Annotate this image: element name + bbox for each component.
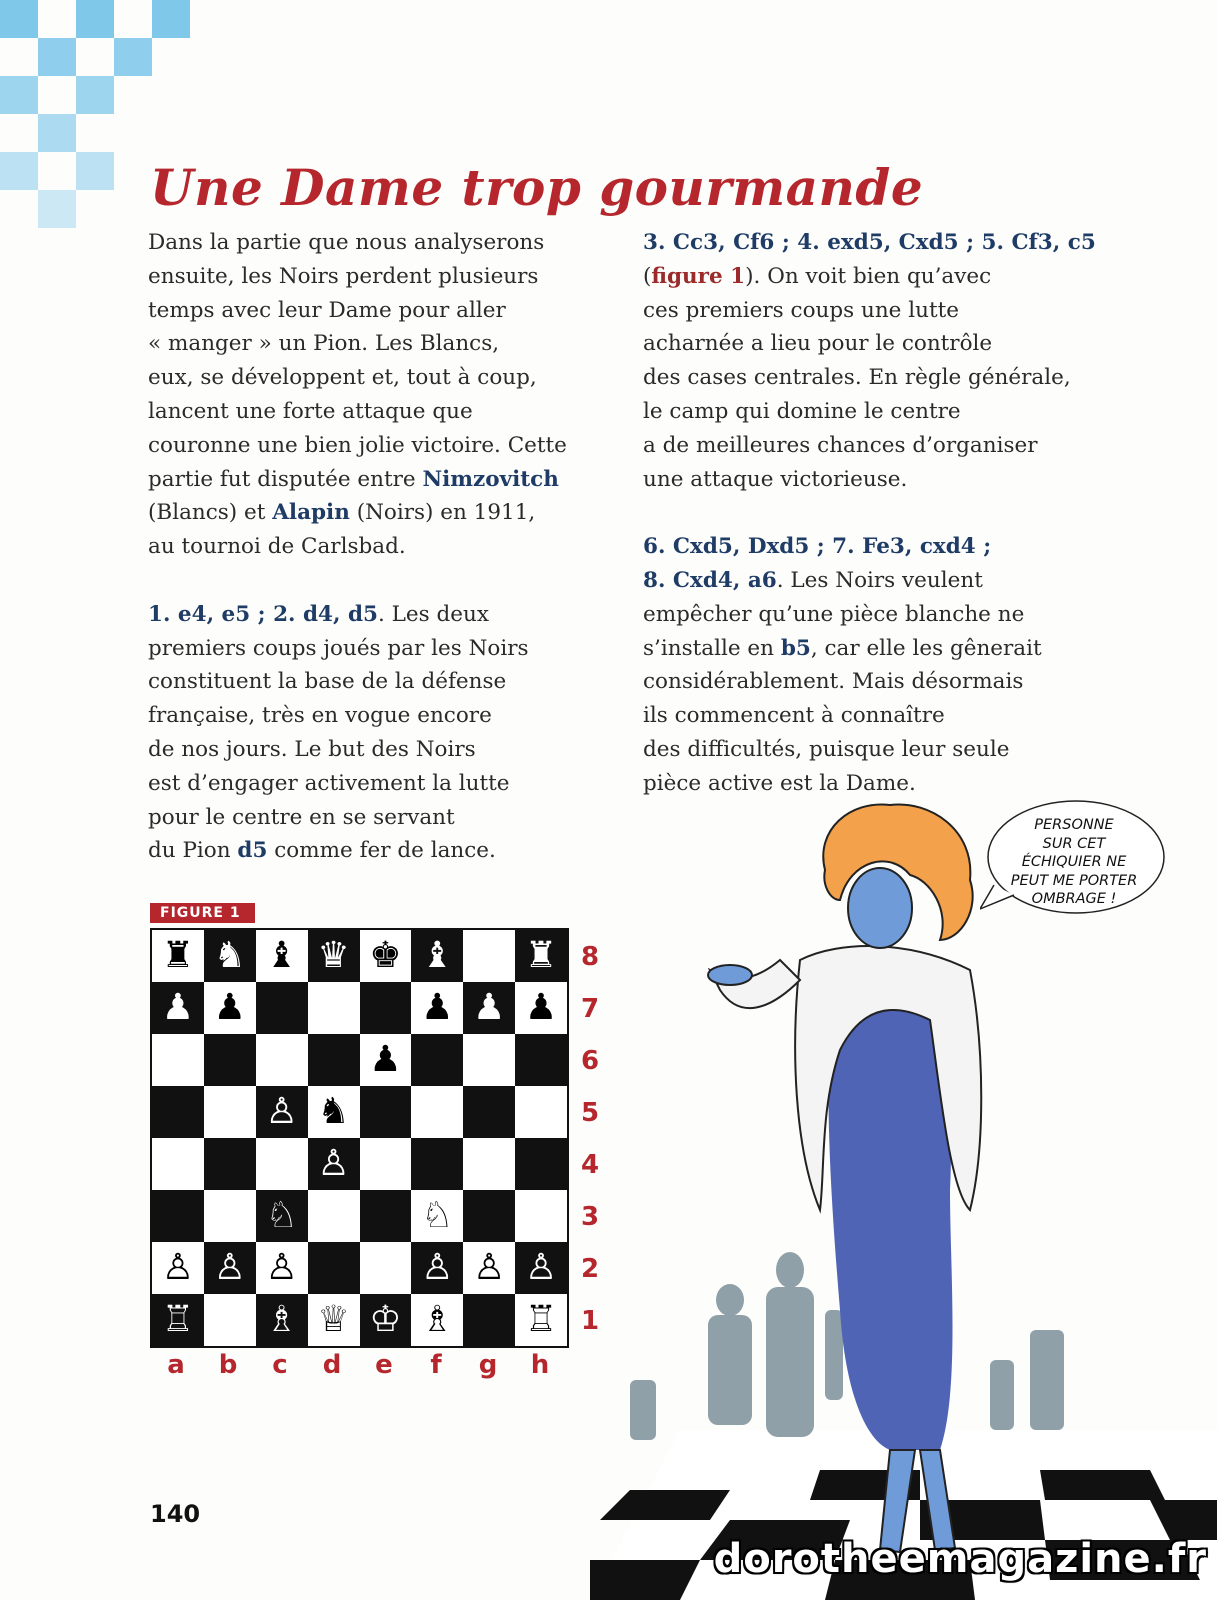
player-name-black: Alapin bbox=[272, 500, 350, 526]
black-knight-icon: ♞ bbox=[317, 1091, 350, 1132]
white-pawn-icon: ♙ bbox=[213, 1247, 246, 1288]
square-ref: b5 bbox=[780, 635, 811, 661]
board-square-e7 bbox=[360, 982, 412, 1034]
white-queen-icon: ♕ bbox=[317, 1299, 350, 1340]
deco-square bbox=[114, 38, 152, 76]
board-square-e6 bbox=[360, 1034, 412, 1086]
white-rook-icon: ♖ bbox=[524, 1299, 558, 1340]
white-bishop-icon: ♗ bbox=[265, 1299, 298, 1340]
board-square-h8 bbox=[515, 930, 567, 982]
board-square-b8 bbox=[204, 930, 256, 982]
rank-label: 4 bbox=[580, 1150, 600, 1180]
white-pawn-icon: ♙ bbox=[161, 1247, 195, 1288]
board-square-f3 bbox=[411, 1190, 463, 1242]
white-pawn-icon: ♙ bbox=[421, 1247, 454, 1288]
board-square-a6 bbox=[152, 1034, 204, 1086]
board-square-g6 bbox=[463, 1034, 515, 1086]
file-label: d bbox=[322, 1350, 342, 1380]
deco-square bbox=[76, 0, 114, 38]
black-pawn-icon: ♟ bbox=[473, 987, 506, 1028]
black-pawn-icon: ♟ bbox=[161, 987, 195, 1028]
white-rook-icon: ♖ bbox=[161, 1299, 195, 1340]
board-square-c6 bbox=[256, 1034, 308, 1086]
deco-square bbox=[0, 0, 38, 38]
black-rook-icon: ♜ bbox=[524, 935, 558, 976]
rank-label: 6 bbox=[580, 1046, 600, 1076]
black-pawn-icon: ♟ bbox=[213, 987, 246, 1028]
board-square-f7 bbox=[411, 982, 463, 1034]
black-queen-icon: ♛ bbox=[317, 935, 350, 976]
board-square-c8 bbox=[256, 930, 308, 982]
board-square-e8 bbox=[360, 930, 412, 982]
white-knight-icon: ♘ bbox=[421, 1195, 454, 1236]
board-square-f5 bbox=[411, 1086, 463, 1138]
deco-square bbox=[76, 152, 114, 190]
file-label: e bbox=[375, 1350, 393, 1380]
board-square-e4 bbox=[360, 1138, 412, 1190]
board-square-g3 bbox=[463, 1190, 515, 1242]
white-pawn-icon: ♙ bbox=[473, 1247, 506, 1288]
board-square-f8 bbox=[411, 930, 463, 982]
board-square-h2 bbox=[515, 1242, 567, 1294]
board-square-f1 bbox=[411, 1294, 463, 1346]
file-label: g bbox=[478, 1350, 498, 1380]
white-knight-icon: ♘ bbox=[265, 1195, 298, 1236]
board-square-h6 bbox=[515, 1034, 567, 1086]
board-square-h4 bbox=[515, 1138, 567, 1190]
board-square-h3 bbox=[515, 1190, 567, 1242]
file-label: a bbox=[167, 1350, 185, 1380]
black-bishop-icon: ♝ bbox=[421, 935, 454, 976]
board-square-a1 bbox=[152, 1294, 204, 1346]
square-ref: d5 bbox=[237, 838, 268, 864]
board-square-g2 bbox=[463, 1242, 515, 1294]
black-pawn-icon: ♟ bbox=[524, 987, 558, 1028]
file-label: b bbox=[218, 1350, 238, 1380]
board-square-g1 bbox=[463, 1294, 515, 1346]
right-column bbox=[643, 226, 1096, 834]
board-square-a3 bbox=[152, 1190, 204, 1242]
deco-square bbox=[38, 38, 76, 76]
board-square-c1 bbox=[256, 1294, 308, 1346]
board-square-d5 bbox=[308, 1086, 360, 1138]
board-square-b6 bbox=[204, 1034, 256, 1086]
left-column bbox=[148, 226, 567, 902]
board-square-d3 bbox=[308, 1190, 360, 1242]
rank-label: 1 bbox=[580, 1306, 600, 1336]
board-square-g7 bbox=[463, 982, 515, 1034]
board-square-b7 bbox=[204, 982, 256, 1034]
board-square-b4 bbox=[204, 1138, 256, 1190]
deco-square bbox=[76, 76, 114, 114]
speech-bubble-text: PERSONNE SUR CET ÉCHIQUIER NE PEUT ME PORTER OMBRAGE ! bbox=[1010, 817, 1138, 907]
player-name-white: Nimzovitch bbox=[422, 466, 559, 492]
board-square-d1 bbox=[308, 1294, 360, 1346]
rank-label: 3 bbox=[580, 1202, 600, 1232]
moves-paragraph-2: 3. Cc3, Cf6 ; 4. exd5, Cxd5 ; 5. Cf3, c5 (figure 1). On voit bien qu’avec ces premiers coups une lutte acharnée a lieu pour le contrôle des cases centrales. En règle générale, le camp qui domine le centre a de meilleures chances d’organiser une attaque victorieuse. bbox=[643, 230, 1096, 492]
board-square-c7 bbox=[256, 982, 308, 1034]
figure-label: FIGURE 1 bbox=[150, 903, 255, 923]
watermark: dorotheemagazine.fr bbox=[713, 1536, 1207, 1582]
moves-paragraph-3: 6. Cxd5, Dxd5 ; 7. Fe3, cxd4 ; 8. Cxd4, a6. Les Noirs veulent empêcher qu’une pièce blanche ne s’installe en b5, car elle les gênerait considérablement. Mais désormais ils commencent à connaître des difficultés, puisque leur seule pièce active est la Dame. bbox=[643, 534, 1042, 796]
board-square-a2 bbox=[152, 1242, 204, 1294]
white-pawn-icon: ♙ bbox=[317, 1143, 350, 1184]
file-label: f bbox=[430, 1350, 442, 1380]
board-square-c5 bbox=[256, 1086, 308, 1138]
rank-label: 2 bbox=[580, 1254, 600, 1284]
intro-paragraph: Dans la partie que nous analyserons ensuite, les Noirs perdent plusieurs temps avec leur Dame pour aller « manger » un Pion. Les Blancs, eux, se développent et, tout à coup, lancent une forte attaque que couronne une bien jolie victoire. Cette partie fut disputée entre Nimzovitch (Blancs) et Alapin (Noirs) en 1911, au tournoi de Carlsbad. bbox=[148, 230, 567, 560]
move-sequence: 8. Cxd4, a6 bbox=[643, 567, 777, 593]
black-bishop-icon: ♝ bbox=[265, 935, 298, 976]
board-square-g8 bbox=[463, 930, 515, 982]
black-pawn-icon: ♟ bbox=[421, 987, 454, 1028]
move-sequence: 3. Cc3, Cf6 ; 4. exd5, Cxd5 ; 5. Cf3, c5 bbox=[643, 230, 1096, 255]
board-square-b1 bbox=[204, 1294, 256, 1346]
white-pawn-icon: ♙ bbox=[265, 1247, 298, 1288]
black-knight-icon: ♞ bbox=[213, 935, 246, 976]
checker-decoration bbox=[0, 0, 260, 260]
board-square-c3 bbox=[256, 1190, 308, 1242]
rank-label: 5 bbox=[580, 1098, 600, 1128]
deco-square bbox=[38, 114, 76, 152]
board-square-g4 bbox=[463, 1138, 515, 1190]
board-square-e3 bbox=[360, 1190, 412, 1242]
move-sequence: 1. e4, e5 ; 2. d4, d5 bbox=[148, 601, 378, 627]
deco-square bbox=[38, 190, 76, 228]
board-square-c4 bbox=[256, 1138, 308, 1190]
deco-square bbox=[152, 0, 190, 38]
rank-label: 7 bbox=[580, 994, 600, 1024]
board-square-c2 bbox=[256, 1242, 308, 1294]
white-king-icon: ♔ bbox=[369, 1299, 402, 1340]
rank-label: 8 bbox=[580, 942, 600, 972]
board-square-f4 bbox=[411, 1138, 463, 1190]
chess-board bbox=[150, 928, 569, 1348]
board-square-b5 bbox=[204, 1086, 256, 1138]
board-square-d2 bbox=[308, 1242, 360, 1294]
board-square-e2 bbox=[360, 1242, 412, 1294]
black-pawn-icon: ♟ bbox=[369, 1039, 402, 1080]
black-rook-icon: ♜ bbox=[161, 935, 195, 976]
moves-paragraph-1: 1. e4, e5 ; 2. d4, d5. Les deux premiers coups joués par les Noirs constituent la base de la défense française, très en vogue encore de nos jours. Le but des Noirs est d’engager activement la lutte pour le centre en se servant du Pion d5 comme fer de lance. bbox=[148, 601, 529, 864]
move-sequence: 6. Cxd5, Dxd5 ; 7. Fe3, cxd4 ; bbox=[643, 534, 992, 560]
board-square-d4 bbox=[308, 1138, 360, 1190]
board-square-a5 bbox=[152, 1086, 204, 1138]
white-bishop-icon: ♗ bbox=[421, 1299, 454, 1340]
deco-square bbox=[0, 152, 38, 190]
board-square-a8 bbox=[152, 930, 204, 982]
white-pawn-icon: ♙ bbox=[265, 1091, 298, 1132]
page-title: Une Dame trop gourmande bbox=[150, 158, 924, 217]
board-square-f6 bbox=[411, 1034, 463, 1086]
board-square-a7 bbox=[152, 982, 204, 1034]
black-king-icon: ♚ bbox=[369, 935, 402, 976]
figure-reference: figure 1 bbox=[651, 263, 746, 289]
deco-square bbox=[0, 76, 38, 114]
board-square-d6 bbox=[308, 1034, 360, 1086]
board-square-d7 bbox=[308, 982, 360, 1034]
white-pawn-icon: ♙ bbox=[524, 1247, 558, 1288]
file-label: c bbox=[272, 1350, 288, 1380]
page-number: 140 bbox=[150, 1500, 201, 1528]
board-square-g5 bbox=[463, 1086, 515, 1138]
board-square-e5 bbox=[360, 1086, 412, 1138]
board-square-h5 bbox=[515, 1086, 567, 1138]
board-square-e1 bbox=[360, 1294, 412, 1346]
file-label: h bbox=[530, 1350, 550, 1380]
board-square-a4 bbox=[152, 1138, 204, 1190]
board-square-b3 bbox=[204, 1190, 256, 1242]
board-square-h1 bbox=[515, 1294, 567, 1346]
board-square-f2 bbox=[411, 1242, 463, 1294]
board-square-b2 bbox=[204, 1242, 256, 1294]
board-square-h7 bbox=[515, 982, 567, 1034]
board-square-d8 bbox=[308, 930, 360, 982]
